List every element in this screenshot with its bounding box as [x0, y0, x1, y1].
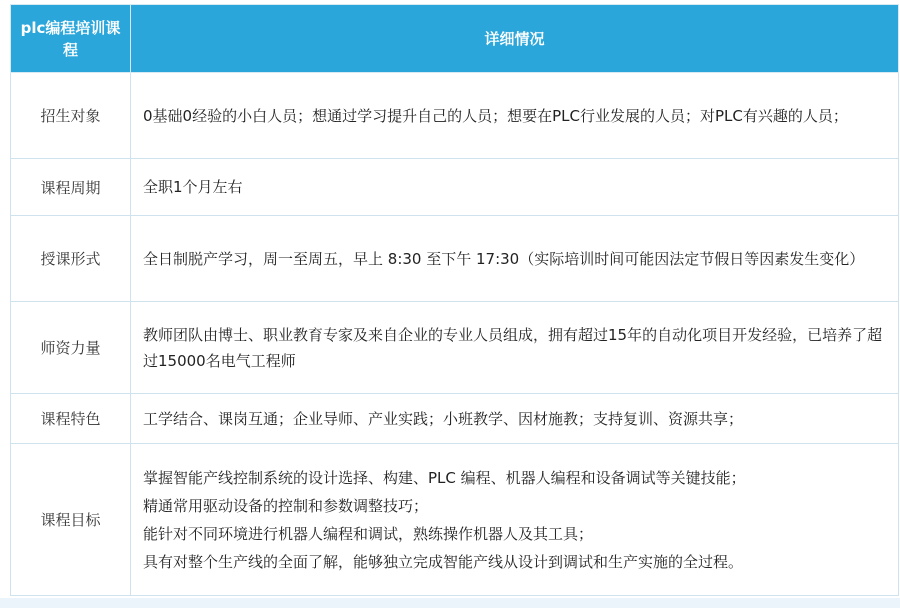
row-detail: 全日制脱产学习，周一至周五，早上 8:30 至下午 17:30（实际培训时间可能因法定节假日等因素发生变化） [131, 216, 899, 302]
goal-line: 掌握智能产线控制系统的设计选择、构建、PLC 编程、机器人编程和设备调试等关键技能； [143, 468, 746, 487]
row-detail: 工学结合、课岗互通；企业导师、产业实践；小班教学、因材施教；支持复训、资源共享； [131, 394, 899, 444]
row-label: 师资力量 [11, 302, 131, 394]
row-detail: 0基础0经验的小白人员；想通过学习提升自己的人员；想要在PLC行业发展的人员；对PLC有兴趣的人员； [131, 73, 899, 159]
header-course-name: plc编程培训课程 [11, 5, 131, 73]
bottom-strip [0, 598, 900, 608]
table-row [11, 216, 899, 302]
row-label: 授课形式 [11, 216, 131, 302]
table-row [11, 444, 899, 596]
table-row [11, 159, 899, 216]
row-detail-goals [131, 444, 899, 596]
row-detail: 全职1个月左右 [131, 159, 899, 216]
goal-line: 能针对不同环境进行机器人编程和调试，熟练操作机器人及其工具； [143, 524, 594, 543]
course-table-container [10, 4, 898, 596]
table-header-row [11, 5, 899, 73]
table-row [11, 73, 899, 159]
table-row [11, 302, 899, 394]
header-details: 详细情况 [131, 5, 899, 73]
row-label: 课程特色 [11, 394, 131, 444]
row-label: 课程周期 [11, 159, 131, 216]
table-row [11, 394, 899, 444]
goal-line: 具有对整个生产线的全面了解，能够独立完成智能产线从设计到调试和生产实施的全过程。 [143, 552, 744, 571]
goal-line: 精通常用驱动设备的控制和参数调整技巧； [143, 496, 429, 515]
row-detail: 教师团队由博士、职业教育专家及来自企业的专业人员组成，拥有超过15年的自动化项目开发经验，已培养了超过15000名电气工程师 [131, 302, 899, 394]
row-label: 招生对象 [11, 73, 131, 159]
course-info-table [10, 4, 899, 596]
row-label: 课程目标 [11, 444, 131, 596]
